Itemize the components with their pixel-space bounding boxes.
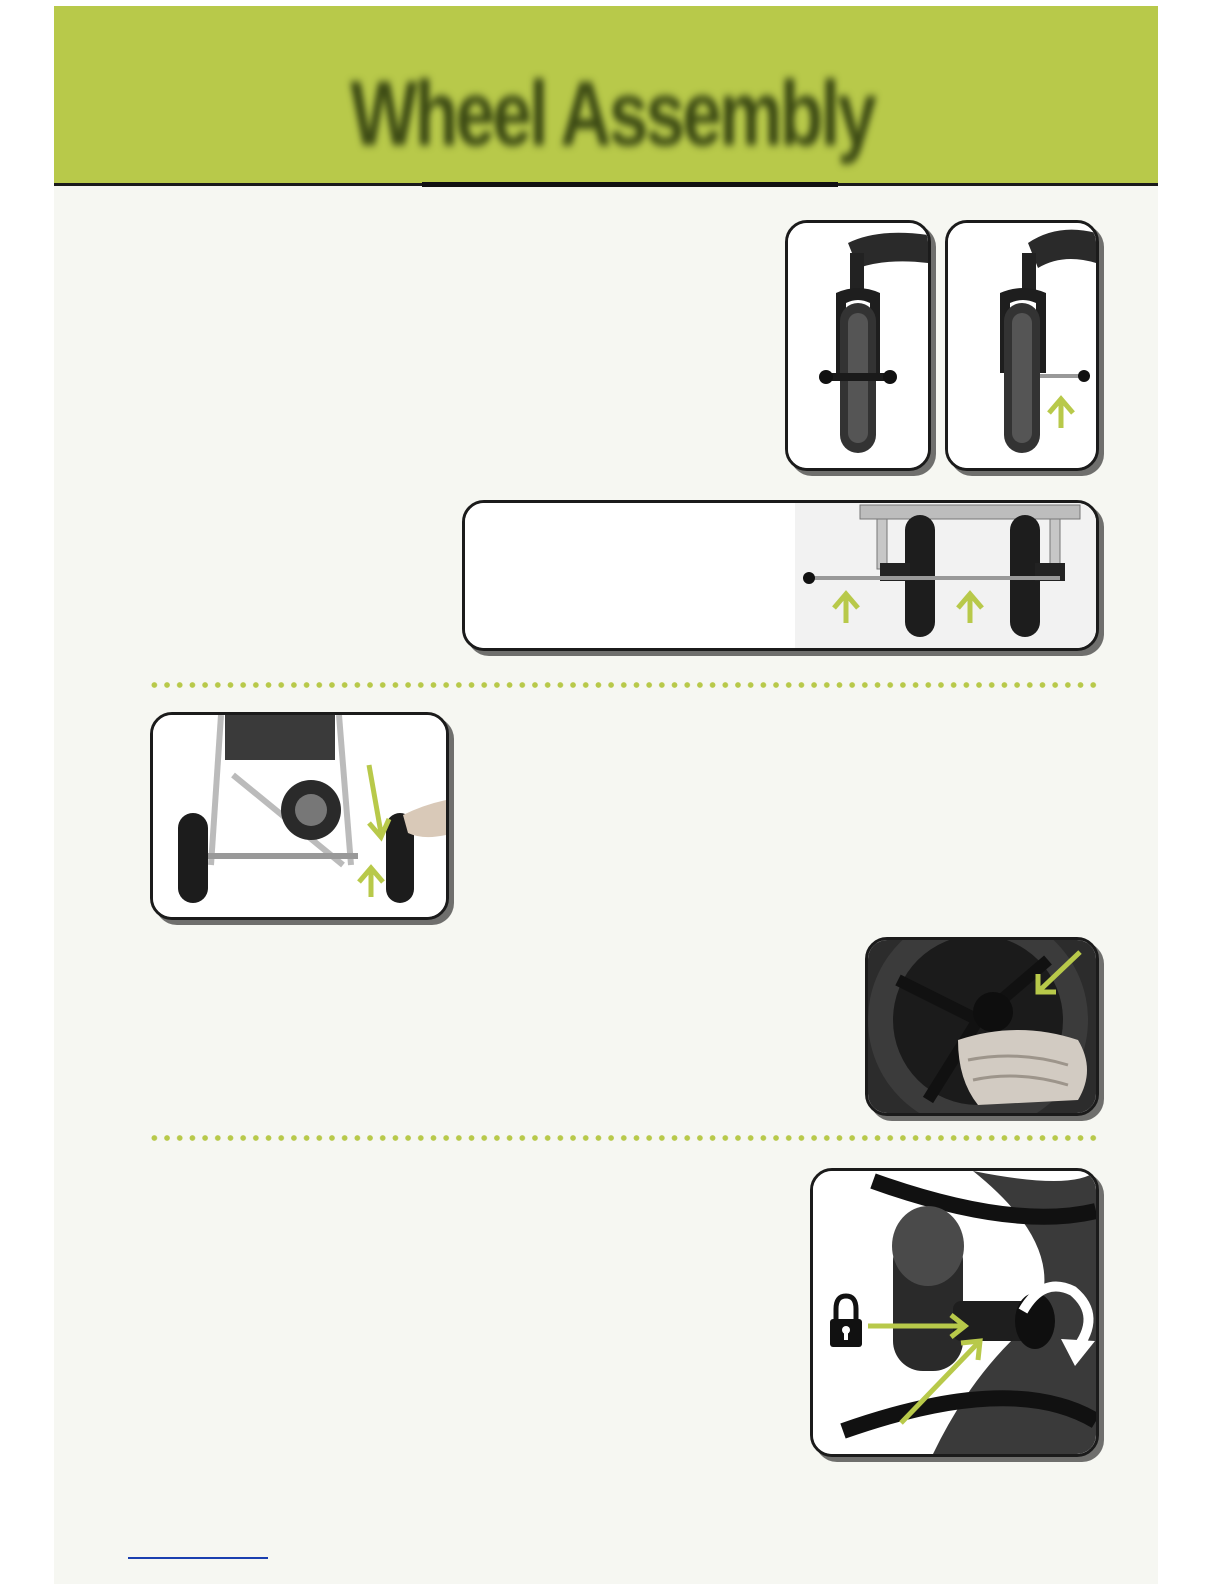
footer-link[interactable] <box>128 1557 268 1559</box>
section-divider <box>148 1135 1098 1141</box>
photo-tighten-knob <box>865 937 1099 1116</box>
photo-attach-rear-wheel <box>150 712 449 920</box>
photo-front-wheel-axle-out <box>945 220 1099 471</box>
photo-rear-axle <box>462 500 1099 651</box>
page-title: Wheel Assembly <box>350 63 874 165</box>
section-divider <box>148 682 1098 688</box>
title-underline <box>422 182 838 187</box>
photo-swivel-lock <box>810 1168 1099 1457</box>
photo-front-wheel-assembled <box>785 220 931 471</box>
